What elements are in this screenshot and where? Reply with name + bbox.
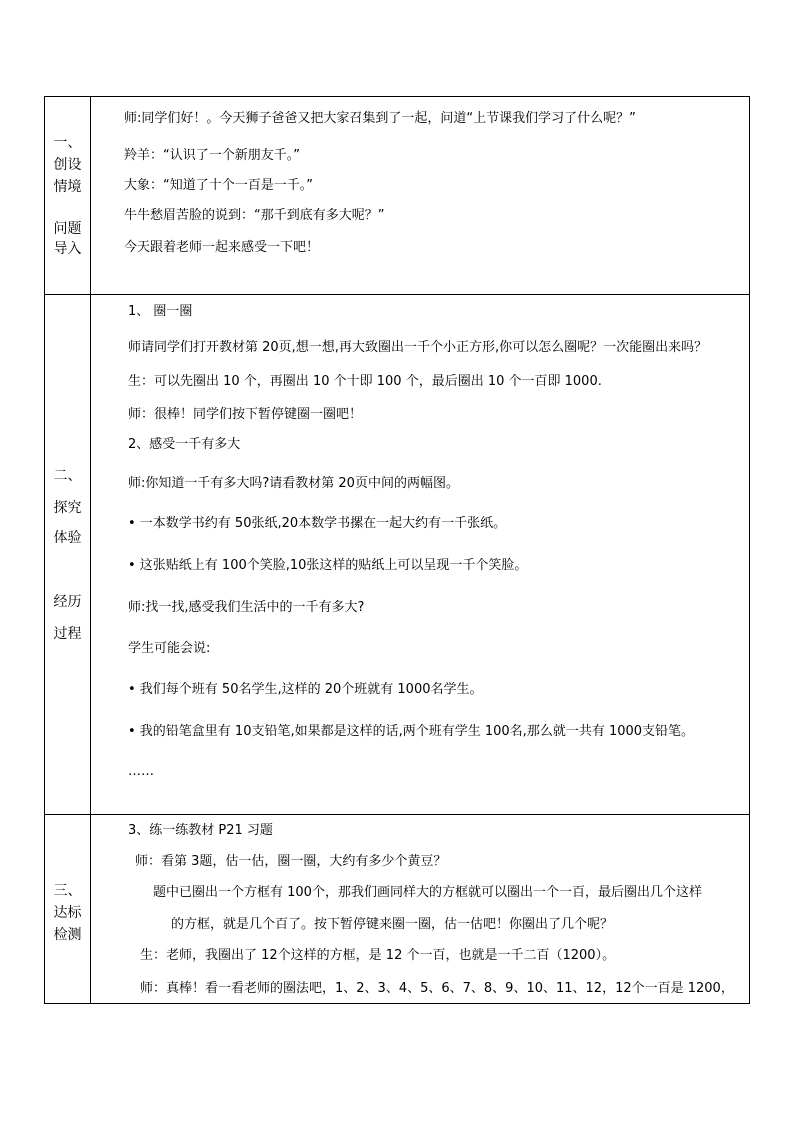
dialogue-line: 学生可能会说: — [128, 641, 211, 656]
dialogue-line: 题中已圈出一个方框有 100个，那我们画同样大的方框就可以圈出一个一百，最后圈出几个这样 — [153, 885, 702, 900]
subheading: 2、感受一千有多大 — [128, 437, 241, 452]
ellipsis: …… — [128, 764, 154, 779]
section-label-text: 达标 — [53, 905, 82, 921]
dialogue-line: 师：真棒！看一看老师的圈法吧，1、2、3、4、5、6、7、8、9、10、11、12，12个一百是 1200， — [140, 981, 734, 996]
section-number: 一、 — [53, 135, 82, 151]
section-label-text: 检测 — [53, 927, 82, 943]
dialogue-line: 大象：“知道了十个一百是一千。” — [124, 178, 313, 193]
dialogue-line: 生：可以先圈出 10 个，再圈出 10 个十即 100 个，最后圈出 10 个一百即 1000. — [128, 374, 602, 389]
section-row-check — [45, 815, 750, 1004]
dialogue-line: 师：看第 3题，估一估，圈一圈，大约有多少个黄豆？ — [135, 854, 447, 869]
section-label-text: 创设 — [53, 157, 82, 173]
section-label-text: 导入 — [53, 241, 82, 257]
dialogue-line: 师：很棒！同学们按下暂停键圈一圈吧！ — [128, 407, 363, 422]
section-label-cell — [45, 815, 91, 1004]
section-content-cell — [91, 295, 750, 815]
dialogue-line: 师:你知道一千有多大吗?请看教材第 20页中间的两幅图。 — [128, 476, 459, 491]
dialogue-line: 羚羊：“认识了一个新朋友千。” — [124, 148, 300, 163]
dialogue-line: 牛牛愁眉苦脸的说到：“那千到底有多大呢？” — [124, 208, 385, 223]
subheading: 1、 圈一圈 — [128, 304, 193, 319]
lesson-plan-table — [44, 96, 750, 1004]
section-content-cell — [91, 815, 750, 1004]
bullet-item: • 一本数学书约有 50张纸,20本数学书摞在一起大约有一千张纸。 — [128, 516, 507, 531]
section-number: 三、 — [53, 883, 82, 899]
section-label-text: 探究 — [53, 500, 82, 516]
bullet-item: • 我们每个班有 50名学生,这样的 20个班就有 1000名学生。 — [128, 682, 483, 697]
section-label-text: 体验 — [53, 530, 82, 546]
section-number: 二、 — [53, 468, 82, 484]
bullet-item: • 我的铅笔盒里有 10支铅笔,如果都是这样的话,两个班有学生 100名,那么就一共有 1000支铅笔。 — [128, 724, 695, 739]
section-label-text: 情境 — [53, 179, 82, 195]
section-label-cell — [45, 295, 91, 815]
section-label-cell — [45, 97, 91, 295]
subheading: 3、练一练教材 P21 习题 — [128, 823, 273, 838]
section-label-text: 经历 — [53, 594, 82, 610]
dialogue-line: 今天跟着老师一起来感受一下吧！ — [124, 240, 320, 255]
dialogue-line: 的方框，就是几个百了。按下暂停键来圈一圈，估一估吧！你圈出了几个呢？ — [171, 917, 614, 932]
dialogue-line: 师:找一找,感受我们生活中的一千有多大? — [128, 600, 365, 615]
dialogue-line: 生：老师，我圈出了 12个这样的方框，是 12 个一百，也就是一千二百（1200）。 — [140, 948, 616, 963]
section-row-intro — [45, 97, 750, 295]
section-label-text: 过程 — [53, 626, 82, 642]
bullet-item: • 这张贴纸上有 100个笑脸,10张这样的贴纸上可以呈现一千个笑脸。 — [128, 558, 528, 573]
section-row-explore — [45, 295, 750, 815]
section-content-cell — [91, 97, 750, 295]
section-label-text: 问题 — [53, 221, 82, 237]
dialogue-line: 师:同学们好！。今天狮子爸爸又把大家召集到了一起，问道“上节课我们学习了什么呢？” — [124, 111, 636, 126]
dialogue-line: 师请同学们打开教材第 20页,想一想,再大致圈出一千个小正方形,你可以怎么圈呢？一次能圈出来吗？ — [128, 340, 708, 355]
